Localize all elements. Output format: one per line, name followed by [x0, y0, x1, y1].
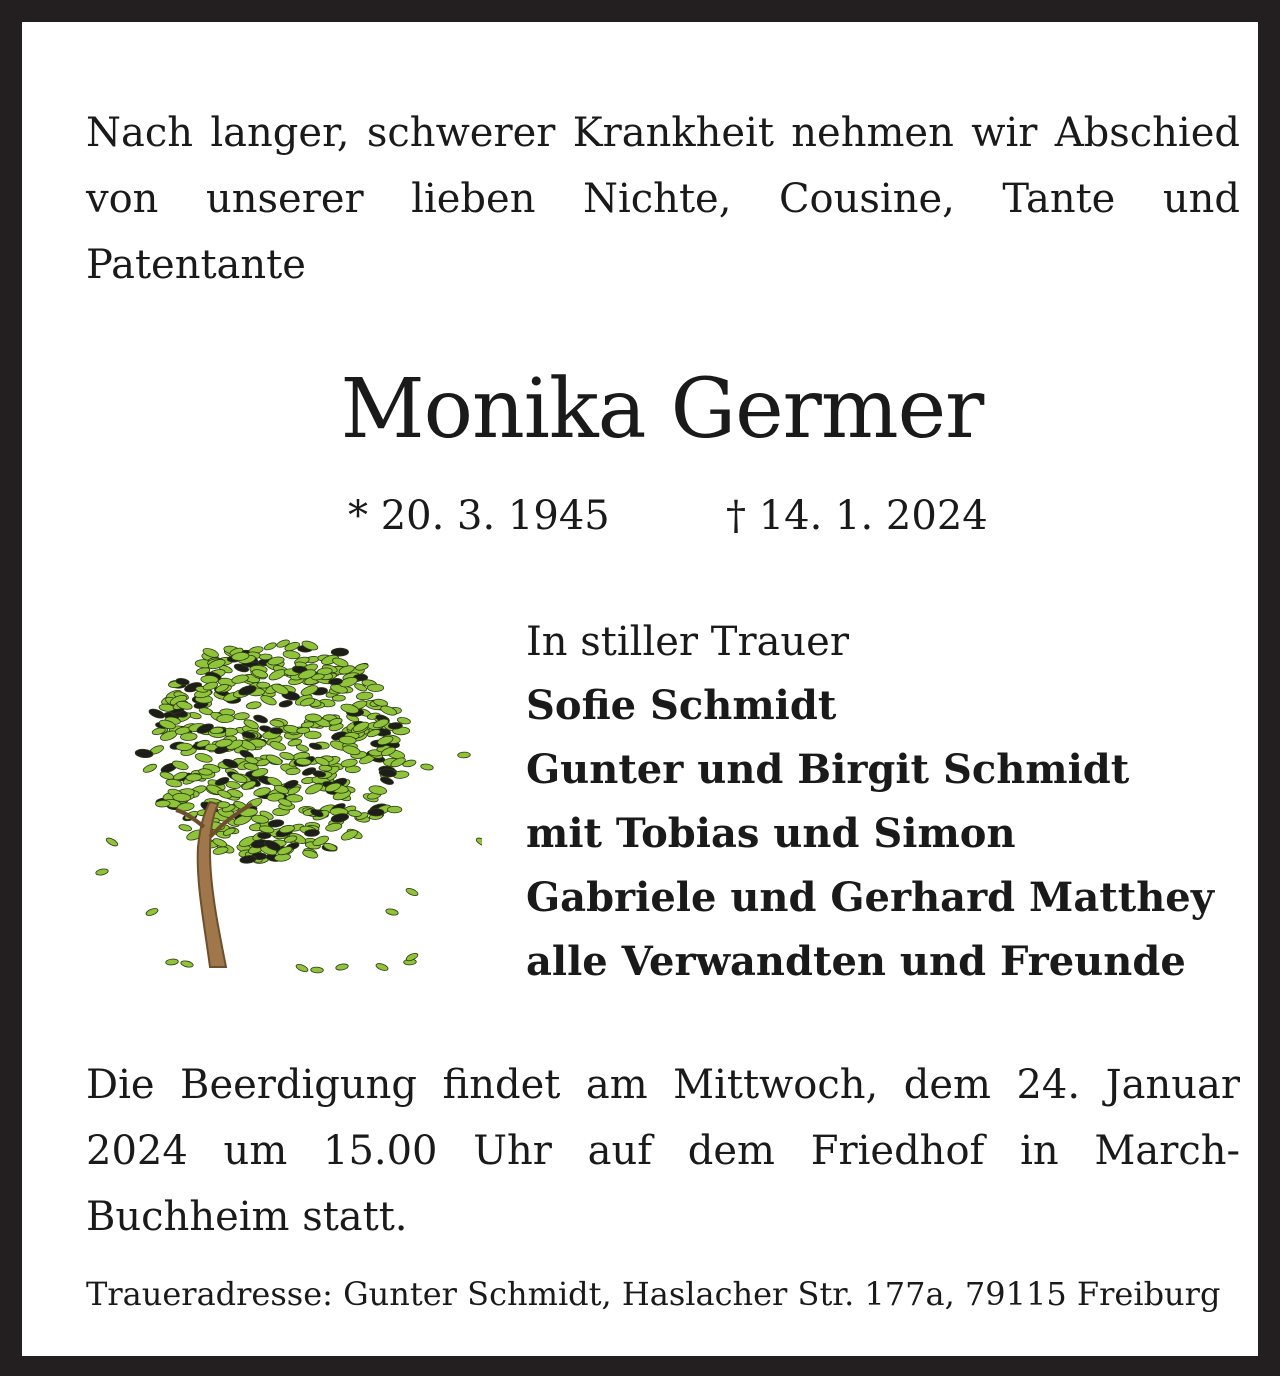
- deceased-name: Monika Germer: [340, 362, 984, 457]
- funeral-text: Die Beerdigung findet am Mittwoch, dem 24. Januar 2024 um 15.00 Uhr auf dem Friedhof in March-Buchheim statt.: [86, 1062, 1240, 1240]
- mourner-line: Gunter und Birgit Schmidt: [526, 746, 1130, 793]
- mourners-block: [526, 610, 1256, 994]
- windblown-tree-icon: [92, 612, 482, 982]
- mourning-address: Traueradresse: Gunter Schmidt, Haslacher Str. 177a, 79115 Freiburg: [86, 1275, 1221, 1313]
- mourner-line: Gabriele und Gerhard Matthey: [526, 874, 1214, 921]
- mourner-line: mit Tobias und Simon: [526, 810, 1016, 857]
- death-date: † 14. 1. 2024: [726, 493, 988, 539]
- mourner-line: alle Verwandten und Freunde: [526, 938, 1186, 985]
- intro-text: Nach langer, schwerer Krankheit nehmen wir Abschied von unserer lieben Nichte, Cousine, Tante und Patentante: [86, 110, 1240, 288]
- birth-date: * 20. 3. 1945: [348, 493, 610, 539]
- mourner-line: Sofie Schmidt: [526, 682, 837, 729]
- mourning-heading: In stiller Trauer: [526, 619, 849, 665]
